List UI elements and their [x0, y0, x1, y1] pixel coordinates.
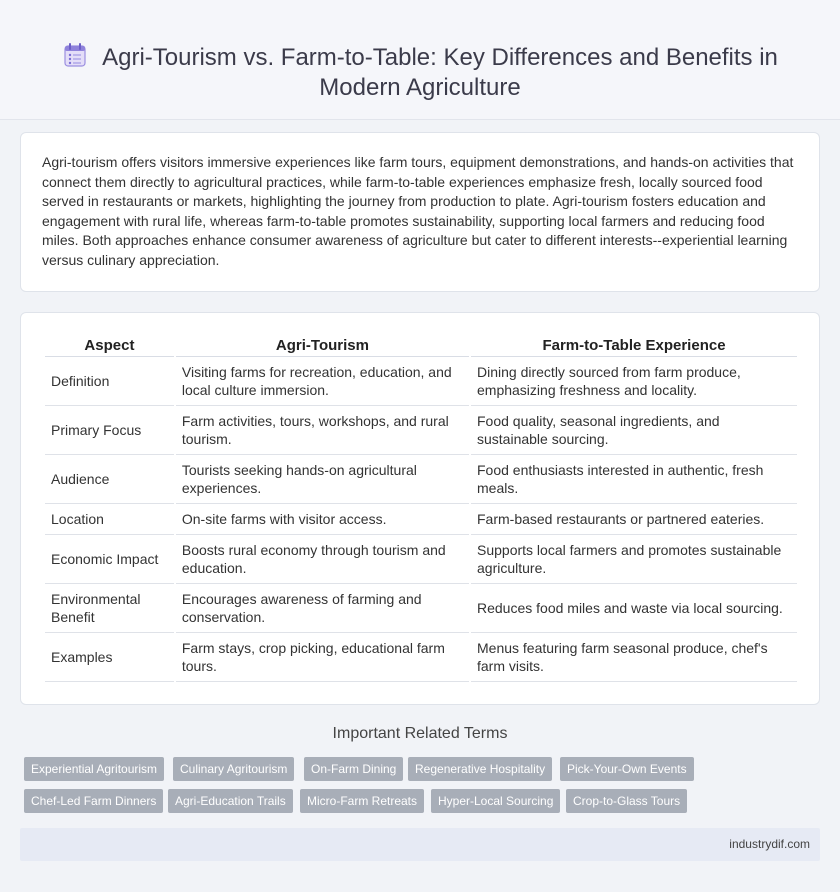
related-terms-title: Important Related Terms — [332, 725, 508, 742]
table-row — [45, 504, 797, 535]
table-row — [45, 455, 797, 504]
row-aspect: Location — [45, 504, 174, 535]
row-farm-to-table: Farm-based restaurants or partnered eateries. — [471, 504, 797, 535]
row-aspect: Economic Impact — [45, 535, 174, 584]
page-title-text: Agri-Tourism vs. Farm-to-Table: Key Differences and Benefits in Modern Agriculture — [102, 44, 778, 101]
footer-source[interactable]: industrydif.com — [729, 837, 810, 851]
related-term-tag[interactable]: Hyper-Local Sourcing — [431, 789, 560, 813]
intro-card — [20, 132, 820, 292]
footer-bar — [20, 828, 820, 861]
table-row — [45, 357, 797, 406]
row-aspect: Examples — [45, 633, 174, 682]
row-agri-tourism: Farm activities, tours, workshops, and rural tourism. — [176, 406, 469, 455]
row-farm-to-table: Food quality, seasonal ingredients, and sustainable sourcing. — [471, 406, 797, 455]
related-term-tag[interactable]: On-Farm Dining — [304, 757, 403, 781]
row-farm-to-table: Dining directly sourced from farm produce, emphasizing freshness and locality. — [471, 357, 797, 406]
header-farm-to-table: Farm-to-Table Experience — [471, 335, 797, 357]
row-aspect: Audience — [45, 455, 174, 504]
row-agri-tourism: Boosts rural economy through tourism and education. — [176, 535, 469, 584]
related-term-tag[interactable]: Pick-Your-Own Events — [560, 757, 694, 781]
table-row — [45, 584, 797, 633]
related-term-tag[interactable]: Culinary Agritourism — [173, 757, 294, 781]
row-agri-tourism: Tourists seeking hands-on agricultural experiences. — [176, 455, 469, 504]
table-header-row — [45, 335, 797, 357]
row-aspect: Environmental Benefit — [45, 584, 174, 633]
related-term-tag[interactable]: Chef-Led Farm Dinners — [24, 789, 163, 813]
row-farm-to-table: Supports local farmers and promotes sustainable agriculture. — [471, 535, 797, 584]
row-aspect: Definition — [45, 357, 174, 406]
document-list-icon — [62, 42, 88, 68]
row-farm-to-table: Food enthusiasts interested in authentic, fresh meals. — [471, 455, 797, 504]
comparison-card — [20, 312, 820, 705]
row-farm-to-table: Reduces food miles and waste via local sourcing. — [471, 584, 797, 633]
related-term-tag[interactable]: Experiential Agritourism — [24, 757, 164, 781]
header-aspect: Aspect — [45, 335, 174, 357]
table-row — [45, 535, 797, 584]
title-wrap — [40, 42, 800, 103]
related-term-tag[interactable]: Regenerative Hospitality — [408, 757, 552, 781]
header-agri-tourism: Agri-Tourism — [176, 335, 469, 357]
row-agri-tourism: On-site farms with visitor access. — [176, 504, 469, 535]
comparison-table — [43, 335, 799, 682]
related-term-tag[interactable]: Micro-Farm Retreats — [300, 789, 424, 813]
row-agri-tourism: Encourages awareness of farming and conservation. — [176, 584, 469, 633]
row-farm-to-table: Menus featuring farm seasonal produce, chef's farm visits. — [471, 633, 797, 682]
intro-paragraph: Agri-tourism offers visitors immersive experiences like farm tours, equipment demonstrations, and hands-on activities that connect them directly to agricultural practices, while farm-to-table experiences emphasize fresh, locally sourced food served in restaurants or markets, highlighting the journey from production to plate. Agri-tourism fosters education and engagement with rural life, whereas farm-to-table promotes sustainability, supporting local farmers and reducing food miles. Both approaches enhance consumer awareness of agriculture but cater to different interests--experiential learning versus culinary appreciation. — [42, 154, 794, 268]
row-agri-tourism: Farm stays, crop picking, educational farm tours. — [176, 633, 469, 682]
row-aspect: Primary Focus — [45, 406, 174, 455]
table-row — [45, 406, 797, 455]
related-term-tag[interactable]: Crop-to-Glass Tours — [566, 789, 687, 813]
table-row — [45, 633, 797, 682]
related-term-tag[interactable]: Agri-Education Trails — [168, 789, 293, 813]
row-agri-tourism: Visiting farms for recreation, education, and local culture immersion. — [176, 357, 469, 406]
page-title — [40, 42, 800, 103]
page-header — [0, 0, 840, 120]
